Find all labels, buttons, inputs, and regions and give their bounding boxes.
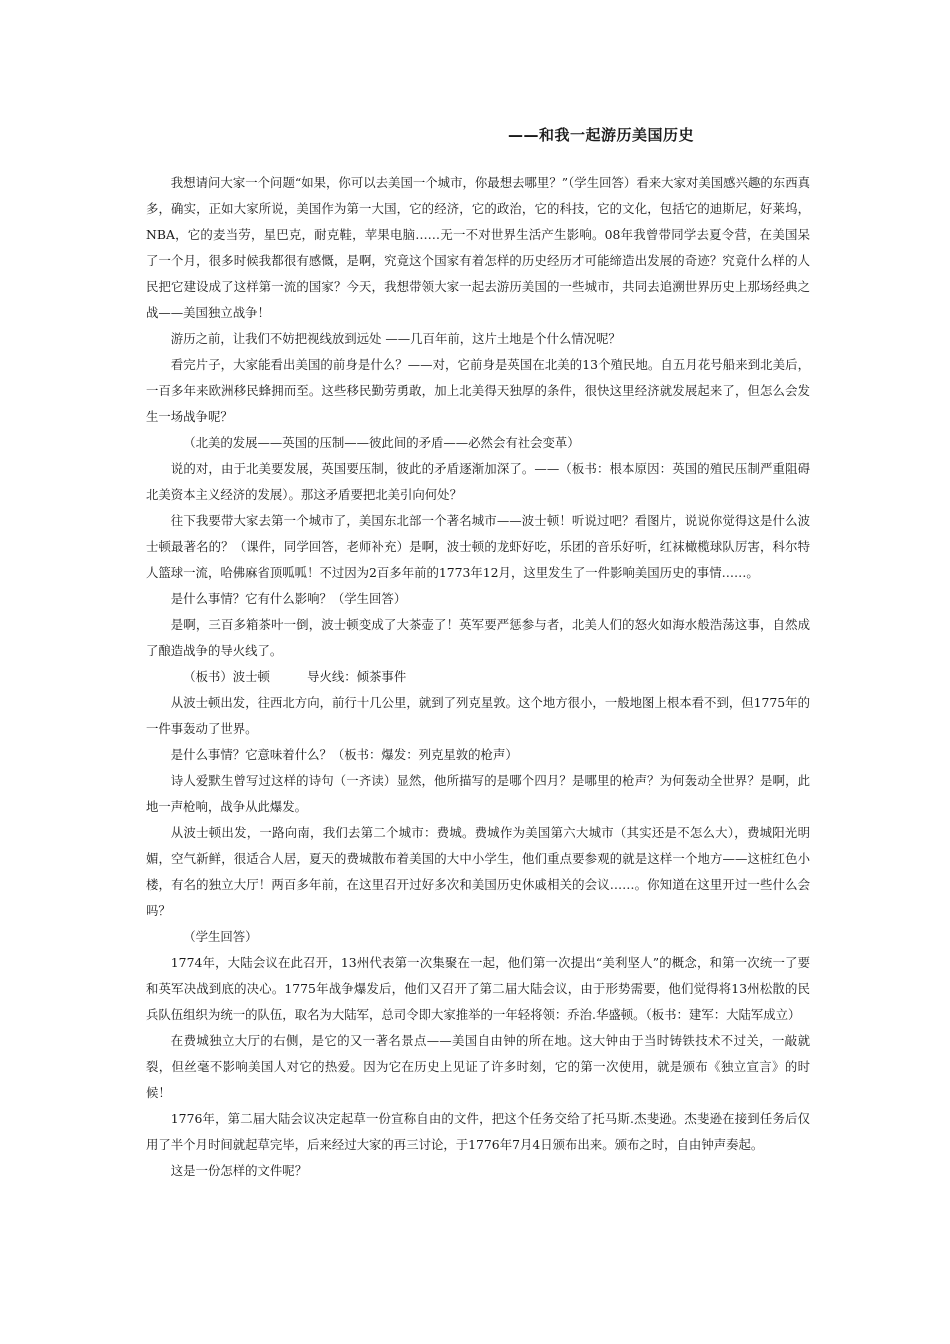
page-title: ——和我一起游历美国历史 (508, 126, 695, 144)
paragraph: 从波士顿出发，一路向南，我们去第二个城市：费城。费城作为美国第六大城市（其实还是不怎么大），费城阳光明媚，空气新鲜，很适合人居，夏天的费城散布着美国的大中小学生，他们重点要参观的就是这样一个地方——这桩红色小楼，有名的独立大厅！两百多年前，在这里召开过好多次和美国历史休戚相关的会议……。你知道在这里开过一些什么会吗？ (146, 825, 810, 918)
paragraph: 是什么事情？它意味着什么？（板书：爆发：列克星敦的枪声） (170, 747, 518, 762)
paragraph: 1774年，大陆会议在此召开，13州代表第一次集聚在一起，他们第一次提出“美利坚人”的概念，和第一次统一了要和英军决战到底的决心。1775年战争爆发后，他们又召开了第二届大陆会议，由于形势需要，他们觉得将13州松散的民兵队伍组织为统一的队伍，取名为大陆军，总司令即大家推举的一年轻将领：乔治.华盛顿。（板书：建军：大陆军成立） (146, 955, 810, 1022)
paragraph: 看完片子，大家能看出美国的前身是什么？——对，它前身是英国在北美的13个殖民地。自五月花号船来到北美后，一百多年来欧洲移民蜂拥而至。这些移民勤劳勇敢，加上北美得天独厚的条件，很快这里经济就发展起来了，但怎么会发生一场战争呢？ (146, 357, 810, 424)
paragraph: 诗人爱默生曾写过这样的诗句（一齐读）显然，他所描写的是哪个四月？是哪里的枪声？为何轰动全世界？是啊，此地一声枪响，战争从此爆发。 (146, 773, 810, 814)
paragraph: 1776年，第二届大陆会议决定起草一份宣称自由的文件，把这个任务交给了托马斯.杰斐逊。杰斐逊在接到任务后仅用了半个月时间就起草完毕，后来经过大家的再三讨论，于1776年7月4日颁布出来。颁布之时，自由钟声奏起。 (146, 1111, 810, 1152)
paragraph: 我想请问大家一个问题“如果，你可以去美国一个城市，你最想去哪里？”（学生回答）看来大家对美国感兴趣的东西真多，确实，正如大家所说，美国作为第一大国，它的经济，它的政治，它的科技，它的文化，包括它的迪斯尼，好莱坞，NBA，它的麦当劳，星巴克，耐克鞋，苹果电脑……无一不对世界生活产生影响。08年我曾带同学去夏令营，在美国呆了一个月，很多时候我都很有感慨，是啊，究竟这个国家有着怎样的历史经历才可能缔造出发展的奇迹？究竟什么样的人民把它建设成了这样第一流的国家？今天，我想带领大家一起去游历美国的一些城市，共同去追溯世界历史上那场经典之战——美国独立战争！ (146, 175, 810, 320)
paragraph: 游历之前，让我们不妨把视线放到远处 ——几百年前，这片土地是个什么情况呢？ (170, 331, 621, 346)
paragraph: 是什么事情？它有什么影响？（学生回答） (170, 591, 407, 606)
article-body (146, 170, 810, 1184)
paragraph: 这是一份怎样的文件呢？ (170, 1163, 308, 1178)
paragraph: （学生回答） (183, 929, 258, 944)
paragraph: 在费城独立大厅的右侧，是它的又一著名景点——美国自由钟的所在地。这大钟由于当时铸铁技术不过关，一敲就裂，但丝毫不影响美国人对它的热爱。因为它在历史上见证了许多时刻，它的第一次使用，就是颁布《独立宣言》的时候！ (146, 1033, 810, 1100)
paragraph: 是啊，三百多箱茶叶一倒，波士顿变成了大茶壶了！英军要严惩参与者，北美人们的怒火如海水般浩荡这事，自然成了酿造战争的导火线了。 (146, 617, 810, 658)
paragraph: 从波士顿出发，往西北方向，前行十几公里，就到了列克星敦。这个地方很小，一般地图上根本看不到，但1775年的一件事轰动了世界。 (146, 695, 810, 736)
paragraph: 说的对，由于北美要发展，英国要压制，彼此的矛盾逐渐加深了。——（板书：根本原因：英国的殖民压制严重阻碍北美资本主义经济的发展）。那这矛盾要把北美引向何处？ (146, 461, 810, 502)
paragraph: 往下我要带大家去第一个城市了，美国东北部一个著名城市——波士顿！听说过吧？看图片，说说你觉得这是什么波士顿最著名的？（课件，同学回答，老师补充）是啊，波士顿的龙虾好吃，乐团的音乐好听，红袜橄榄球队厉害，科尔特人篮球一流，哈佛麻省顶呱呱！不过因为2百多年前的1773年12月，这里发生了一件影响美国历史的事情……。 (146, 513, 810, 580)
paragraph: （北美的发展——英国的压制——彼此间的矛盾——必然会有社会变革） (183, 435, 580, 450)
paragraph: （板书）波士顿 导火线：倾茶事件 (183, 669, 407, 684)
